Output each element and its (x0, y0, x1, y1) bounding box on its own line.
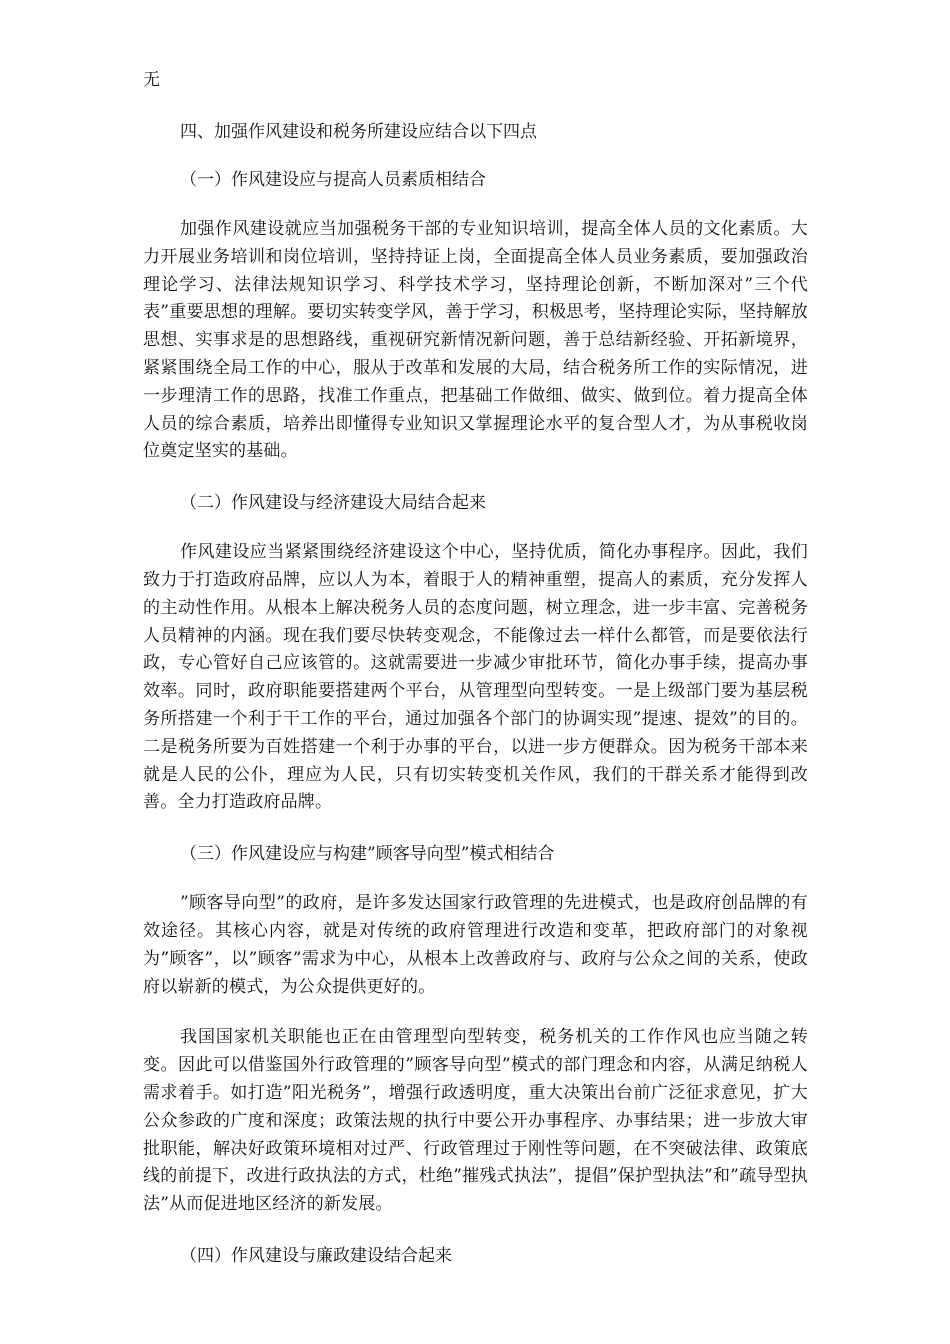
subsection-4-title: （四）作风建设与廉政建设结合起来 (180, 1245, 452, 1266)
subsection-2-paragraph: 作风建设应当紧紧围绕经济建设这个中心，坚持优质，简化办事程序。因此，我们致力于打造政府品牌，应以人为本，着眼于人的精神重塑，提高人的素质，充分发挥人的主动性作用。从根本上解决税务人员的态度问题，树立理念，进一步丰富、完善税务人员精神的内涵。现在我们要尽快转变观念，不能像过去一样什么都管，而是要依法行政，专心管好自己应该管的。这就需要进一步减少审批环节，简化办事手续，提高办事效率。同时，政府职能要搭建两个平台，从管理型向型转变。一是上级部门要为基层税务所搭建一个利于干工作的平台，通过加强各个部门的协调实现”提速、提效”的目的。二是税务所要为百姓搭建一个利于办事的平台，以进一步方便群众。因为税务干部本来就是人民的公仆，理应为人民，只有切实转变机关作风，我们的干群关系才能得到改善。全力打造政府品牌。 (143, 542, 808, 813)
subsection-1-title: （一）作风建设应与提高人员素质相结合 (180, 170, 486, 190)
subsection-3-paragraph-2: 我国国家机关职能也正在由管理型向型转变，税务机关的工作作风也应当随之转变。因此可以借鉴国外行政管理的”顾客导向型”模式的部门理念和内容，从满足纳税人需求着手。如打造”阳光税务”，增强行政透明度，重大决策出台前广泛征求意见，扩大公众参政的广度和深度；政策法规的执行中要公开办事程序、办事结果；进一步放大审批职能，解决好政策环境相对过严、行政管理过于刚性等问题，在不突破法律、政策底线的前提下，改进行政执法的方式，杜绝”摧残式执法”，提倡”保护型执法”和”疏导型执法”从而促进地区经济的新发展。 (143, 1027, 808, 1215)
corner-text: 无 (143, 70, 160, 90)
subsection-3-paragraph-1: ”顾客导向型”的政府，是许多发达国家行政管理的先进模式，也是政府创品牌的有效途径。其核心内容，就是对传统的政府管理进行改造和变革，把政府部门的对象视为”顾客”，以”顾客”需求为中心，从根本上改善政府与、政府与公众之间的关系，使政府以崭新的模式，为公众提供更好的。 (143, 893, 808, 997)
subsection-3-title: （三）作风建设应与构建”顾客导向型”模式相结合 (180, 844, 555, 865)
subsection-1-paragraph: 加强作风建设就应当加强税务干部的专业知识培训，提高全体人员的文化素质。大力开展业务培训和岗位培训，坚持持证上岗，全面提高全体人员业务素质，要加强政治理论学习、法律法规知识学习、科学技术学习，坚持理论创新，不断加深对”三个代表”重要思想的理解。要切实转变学风，善于学习，积极思考，坚持理论实际，坚持解放思想、实事求是的思想路线，重视研究新情况新问题，善于总结新经验、开拓新境界，紧紧围绕全局工作的中心，服从于改革和发展的大局，结合税务所工作的实际情况，进一步理清工作的思路，找准工作重点，把基础工作做细、做实、做到位。着力提高全体人员的综合素质，培养出即懂得专业知识又掌握理论水平的复合型人才，为从事税收岗位奠定坚实的基础。 (143, 219, 808, 462)
section-title: 四、加强作风建设和税务所建设应结合以下四点 (180, 122, 537, 142)
document-body (143, 118, 808, 1292)
subsection-2-title: （二）作风建设与经济建设大局结合起来 (180, 493, 486, 514)
